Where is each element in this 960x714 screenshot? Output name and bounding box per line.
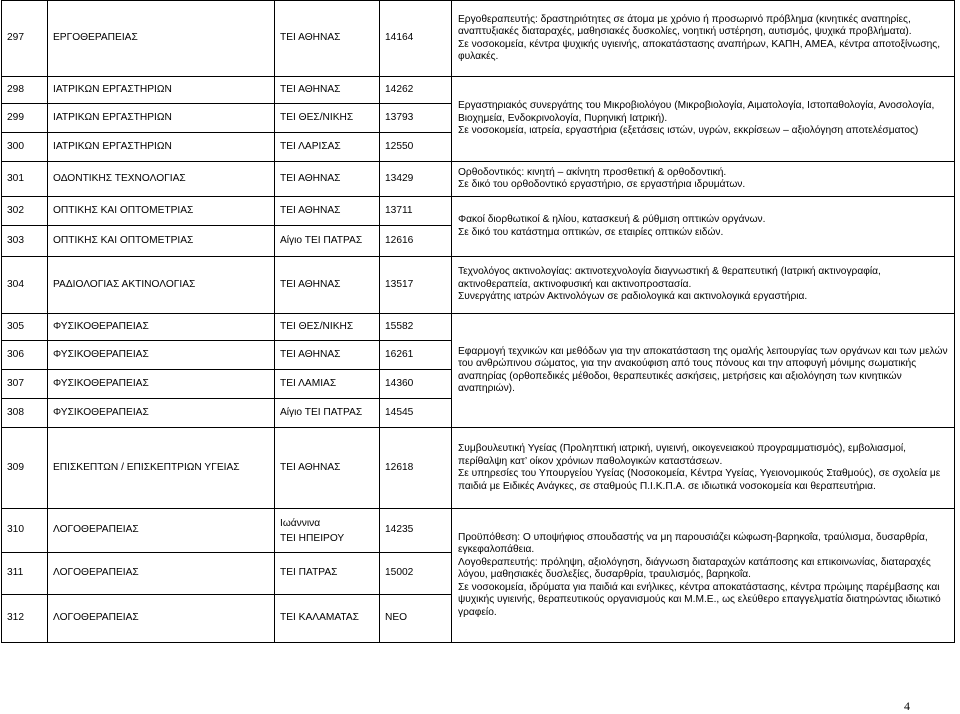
description-speech-therapy [452, 509, 955, 643]
description-line: Σε νοσοκομεία, κέντρα ψυχικής υγιεινής, αποκατάστασης αναπήρων, ΚΑΠΗ, ΑΜΕΑ, κέντρα αποτοξίνωσης, φυλακές. [458, 38, 941, 62]
department-name: ΙΑΤΡΙΚΩΝ ΕΡΓΑΣΤΗΡΙΩΝ [48, 133, 275, 162]
description-optics [452, 197, 955, 257]
description-physiotherapy [452, 314, 955, 428]
department-name: ΛΟΓΟΘΕΡΑΠΕΙΑΣ [48, 595, 275, 643]
program-code: 13429 [380, 162, 452, 197]
row-number: 297 [2, 1, 48, 77]
department-name: ΟΠΤΙΚΗΣ ΚΑΙ ΟΠΤΟΜΕΤΡΙΑΣ [48, 226, 275, 257]
description-line: Προϋπόθεση: Ο υποψήφιος σπουδαστής να μη παρουσιάζει κώφωση-βαρηκοΐα, τραύλισμα, δυσαρθρία, εγκεφαλοπάθεια. [458, 531, 928, 556]
table-row [2, 428, 955, 509]
row-number: 308 [2, 399, 48, 428]
description-line: Συμβουλευτική Υγείας (Προληπτική ιατρική, υγιεινή, οικογενειακού προγραμματισμός), εμβολιασμοί, περίθαλψη κατ’ οίκον χρόνιων παθολογικών καταστάσεων. [458, 443, 906, 467]
description-line: Λογοθεραπευτής: πρόληψη, αξιολόγηση, διάγνωση διαταραχών κατάποσης και επικοινωνίας, διαταραχές λόγου, μαθησιακές δυσλεξίες, δυσαρθρία, τραυλισμός, βαρηκοΐα. [458, 556, 931, 581]
program-code: 12550 [380, 133, 452, 162]
department-name: ΛΟΓΟΘΕΡΑΠΕΙΑΣ [48, 553, 275, 595]
description-line: Φακοί διορθωτικοί & ηλίου, κατασκευή & ρύθμιση οπτικών οργάνων. [458, 214, 766, 225]
institution [275, 509, 380, 553]
description-radiology [452, 257, 955, 314]
description-line: Εργοθεραπευτής: δραστηριότητες σε άτομα με χρόνιο ή προσωρινό πρόβλημα (κινητικές αναπηρίες, αναπτυξιακές διαταραχές, μαθησιακές δυσκολίες, νοητική υστέρηση, αυτισμός, ψυχικά προβλήματα). [458, 13, 912, 37]
row-number: 303 [2, 226, 48, 257]
description-line: Σε υπηρεσίες του Υπουργείου Υγείας (Νοσοκομεία, Κέντρα Υγείας, Υγειονομικούς Σταθμούς), σε σχολεία με παιδιά με Ειδικές Ανάγκες, σε σταθμούς Π.Ι.Κ.Π.Α. σε ιδιωτικά νοσοκομεία και θεραπευτήρια. [458, 468, 941, 492]
department-name: ΦΥΣΙΚΟΘΕΡΑΠΕΙΑΣ [48, 341, 275, 370]
description-line: Σε δικό του ορθοδοντικό εργαστήριο, σε εργαστήρια ιδρυμάτων. [458, 179, 746, 190]
institution: ΤΕΙ ΛΑΜΙΑΣ [275, 370, 380, 399]
description-line: Συνεργάτης ιατρών Ακτινολόγων σε ραδιολογικά και ακτινολογικά εργαστήρια. [458, 291, 808, 303]
row-number: 298 [2, 77, 48, 104]
description-line: Σε δικό του κατάστημα οπτικών, σε εταιρίες οπτικών ειδών. [458, 226, 724, 238]
table-row [2, 77, 955, 104]
row-number: 304 [2, 257, 48, 314]
description-dental-technology [452, 162, 955, 197]
institution: Αίγιο ΤΕΙ ΠΑΤΡΑΣ [275, 226, 380, 257]
institution: ΤΕΙ ΑΘΗΝΑΣ [275, 197, 380, 226]
institution-city: Ιωάννινα [280, 517, 321, 529]
program-code: 14360 [380, 370, 452, 399]
program-code: 14235 [380, 509, 452, 553]
department-name: ΛΟΓΟΘΕΡΑΠΕΙΑΣ [48, 509, 275, 553]
program-code: 15582 [380, 314, 452, 341]
institution: ΤΕΙ ΘΕΣ/ΝΙΚΗΣ [275, 104, 380, 133]
table-row [2, 197, 955, 226]
description-line: Εργαστηριακός συνεργάτης του Μικροβιολόγου (Μικροβιολογία, Αιματολογία, Ιστοπαθολογία, Ανοσολογία, Βιοχημεία, Ενδοκρινολογία, Πυρηνική Ιατρική). [458, 100, 935, 124]
row-number: 311 [2, 553, 48, 595]
department-name: ΦΥΣΙΚΟΘΕΡΑΠΕΙΑΣ [48, 370, 275, 399]
department-name: ΕΡΓΟΘΕΡΑΠΕΙΑΣ [48, 1, 275, 77]
department-name: ΡΑΔΙΟΛΟΓΙΑΣ ΑΚΤΙΝΟΛΟΓΙΑΣ [48, 257, 275, 314]
description-line: Τεχνολόγος ακτινολογίας: ακτινοτεχνολογία διαγνωστική & θεραπευτική (Ιατρική ακτινογραφία, ακτινοθεραπεία, ακτινοφυσική και ακτινοπροστασία. [458, 266, 881, 290]
institution: ΤΕΙ ΑΘΗΝΑΣ [275, 257, 380, 314]
table-row [2, 162, 955, 197]
institution: ΤΕΙ ΑΘΗΝΑΣ [275, 341, 380, 370]
row-number: 309 [2, 428, 48, 509]
table-row [2, 509, 955, 553]
program-code: 13711 [380, 197, 452, 226]
description-health-visitors [452, 428, 955, 509]
program-code: 13517 [380, 257, 452, 314]
program-code: 12616 [380, 226, 452, 257]
row-number: 300 [2, 133, 48, 162]
program-code: 14262 [380, 77, 452, 104]
table-row [2, 314, 955, 341]
institution: ΤΕΙ ΑΘΗΝΑΣ [275, 77, 380, 104]
row-number: 299 [2, 104, 48, 133]
description-occupational-therapy [452, 1, 955, 77]
description-line: Εφαρμογή τεχνικών και μεθόδων για την αποκατάσταση της ομαλής λειτουργίας των οργάνων και των μελών του ανθρώπινου σώματος, για την ανακούφιση από τους πόνους και την αποφυγή μόνιμης σωματικής αναπηρίας (ορθοπεδικές μέθοδοι, θεραπευτικές ασκήσεις, μετρήσεις και αξιολόγηση των κινητικών αναπηριών). [458, 345, 948, 394]
program-code: 13793 [380, 104, 452, 133]
program-code: ΝΕΟ [380, 595, 452, 643]
department-name: ΟΠΤΙΚΗΣ ΚΑΙ ΟΠΤΟΜΕΤΡΙΑΣ [48, 197, 275, 226]
institution: ΤΕΙ ΠΑΤΡΑΣ [275, 553, 380, 595]
programs-table [1, 0, 955, 643]
table-row [2, 257, 955, 314]
department-name: ΙΑΤΡΙΚΩΝ ΕΡΓΑΣΤΗΡΙΩΝ [48, 77, 275, 104]
row-number: 301 [2, 162, 48, 197]
program-code: 12618 [380, 428, 452, 509]
department-name: ΙΑΤΡΙΚΩΝ ΕΡΓΑΣΤΗΡΙΩΝ [48, 104, 275, 133]
description-medical-labs [452, 77, 955, 162]
program-code: 16261 [380, 341, 452, 370]
institution: ΤΕΙ ΚΑΛΑΜΑΤΑΣ [275, 595, 380, 643]
department-name: ΦΥΣΙΚΟΘΕΡΑΠΕΙΑΣ [48, 399, 275, 428]
row-number: 310 [2, 509, 48, 553]
institution: ΤΕΙ ΑΘΗΝΑΣ [275, 428, 380, 509]
row-number: 306 [2, 341, 48, 370]
institution: ΤΕΙ ΘΕΣ/ΝΙΚΗΣ [275, 314, 380, 341]
row-number: 305 [2, 314, 48, 341]
department-name: ΕΠΙΣΚΕΠΤΩΝ / ΕΠΙΣΚΕΠΤΡΙΩΝ ΥΓΕΙΑΣ [48, 428, 275, 509]
department-name: ΟΔΟΝΤΙΚΗΣ ΤΕΧΝΟΛΟΓΙΑΣ [48, 162, 275, 197]
institution-name: ΤΕΙ ΗΠΕΙΡΟΥ [280, 532, 345, 544]
program-code: 14164 [380, 1, 452, 77]
row-number: 302 [2, 197, 48, 226]
row-number: 307 [2, 370, 48, 399]
institution: ΤΕΙ ΑΘΗΝΑΣ [275, 162, 380, 197]
program-code: 15002 [380, 553, 452, 595]
institution: Αίγιο ΤΕΙ ΠΑΤΡΑΣ [275, 399, 380, 428]
description-line: Σε νοσοκομεία, ιατρεία, εργαστήρια (εξετάσεις ιστών, υγρών, εκκρίσεων – αξιολόγηση αποτελέσματος) [458, 125, 919, 137]
description-line: Σε νοσοκομεία, ιδρύματα για παιδιά και ενήλικες, κέντρα αποκατάστασης, κέντρα πρώιμης παρέμβασης και ψυχικής υγιεινής, θεραπευτικούς οργανισμούς και Μ.Μ.Ε., ως ελεύθερο επαγγελματία διατηρώντας ιδιωτικό γραφείο. [458, 581, 941, 618]
program-code: 14545 [380, 399, 452, 428]
institution: ΤΕΙ ΛΑΡΙΣΑΣ [275, 133, 380, 162]
department-name: ΦΥΣΙΚΟΘΕΡΑΠΕΙΑΣ [48, 314, 275, 341]
table-row [2, 1, 955, 77]
institution: ΤΕΙ ΑΘΗΝΑΣ [275, 1, 380, 77]
description-line: Ορθοδοντικός: κινητή – ακίνητη προσθετική & ορθοδοντική. [458, 166, 727, 178]
page-number: 4 [904, 699, 910, 713]
row-number: 312 [2, 595, 48, 643]
